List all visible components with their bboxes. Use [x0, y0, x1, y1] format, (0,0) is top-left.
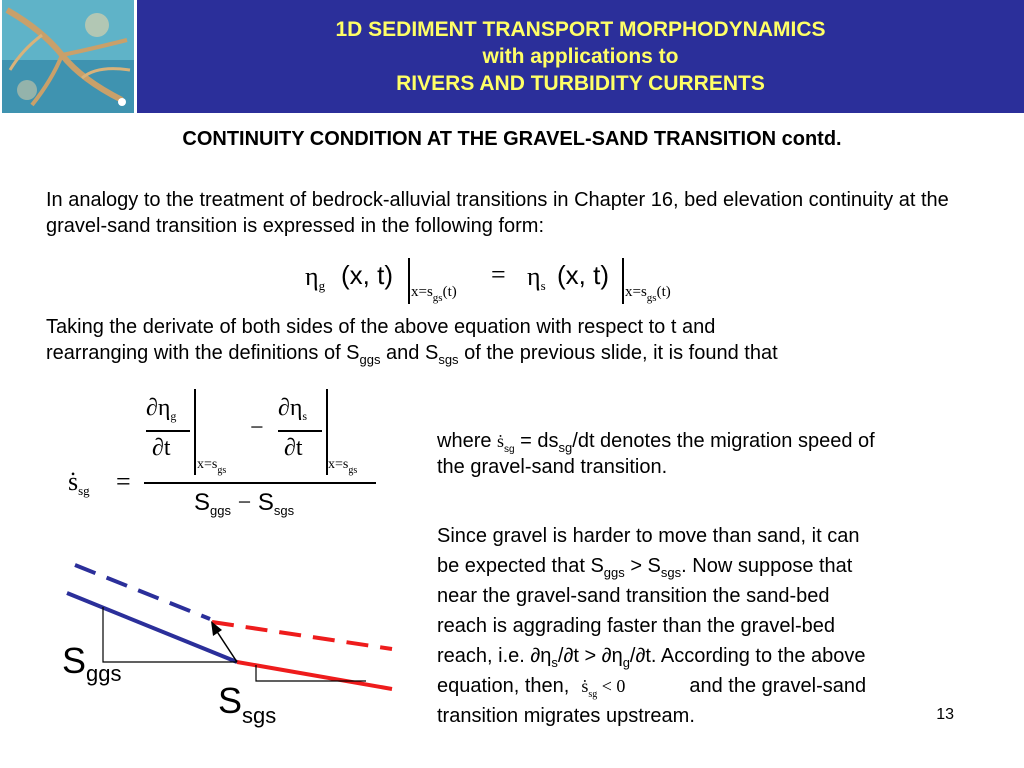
page-number: 13 — [936, 706, 954, 723]
since-line-1: Since gravel is harder to move than sand, it can — [437, 525, 860, 547]
since-line-2: be expected that $S_{ggs} > S_{sgs}$. Now suppose that — [437, 555, 853, 580]
gravel-bed-dashed-line — [75, 565, 210, 619]
derivation-line-1: Taking the derivate of both sides of the above equation with respect to t and — [46, 316, 716, 338]
slide-subtitle: CONTINUITY CONDITION AT THE GRAVEL-SAND TRANSITION contd. — [182, 128, 842, 150]
river-delta-logo — [2, 0, 134, 113]
eq1-eta-s: $\eta_s$ — [527, 262, 546, 293]
since-line-5: reach, i.e. $\partial\eta_s/\partial t > \partial\eta_g/\partial t$. According to the above — [437, 645, 866, 670]
header — [0, 0, 1024, 113]
eq2-num-deta-g: $\partial\eta_g$ — [146, 395, 177, 423]
eq1-eval-bar-2 — [622, 258, 624, 304]
eq1-xt-1: (x, t) — [341, 260, 393, 290]
eq1-xt-2: (x, t) — [557, 260, 609, 290]
derivation-line-2: rearranging with the definitions of $S_{ggs}$ and $S_{sgs}$ of the previous slide, it is found that — [46, 342, 778, 367]
where-line-2: the gravel-sand transition. — [437, 456, 668, 478]
eq2-denominator: $S_{ggs} - S_{sgs}$ — [194, 489, 295, 518]
eq2-main-fraction-line — [144, 482, 376, 484]
eq1-eta-g: $\eta_g$ — [305, 262, 326, 293]
eq2-equals: = — [116, 467, 131, 496]
eq2-eval-2: $x=s_{gs}$ — [328, 457, 358, 476]
banner-title-line-1: 1D SEDIMENT TRANSPORT MORPHODYNAMICS — [335, 18, 826, 41]
eq2-den-dt-1: ∂t — [152, 435, 171, 461]
eq2-eval-bar-1 — [194, 389, 196, 475]
since-paragraph — [437, 521, 1017, 731]
derivation-paragraph — [46, 314, 996, 366]
since-line-7: transition migrates upstream. — [437, 705, 695, 727]
eq1-equals: = — [491, 260, 506, 289]
sand-bed-dashed-line — [212, 622, 392, 649]
banner-title-line-3: RIVERS AND TURBIDITY CURRENTS — [396, 72, 765, 95]
label-s-sgs: $S_{sgs}$ — [218, 680, 277, 728]
eq2-minus: − — [250, 415, 264, 441]
equation-migration-speed — [60, 385, 390, 535]
title-banner — [137, 0, 1024, 113]
label-s-ggs: $S_{ggs}$ — [62, 640, 122, 686]
banner-title-line-2: with applications to — [482, 45, 679, 68]
eq2-eval-1: $x=s_{gs}$ — [197, 457, 227, 476]
equation-continuity — [305, 258, 735, 306]
since-line-3: near the gravel-sand transition the sand-bed — [437, 585, 830, 607]
eq1-eval-1: $x=s_{gs}(t)$ — [411, 284, 457, 304]
since-line-6: equation, then, ṡ$_{sg}$ < 0 and the gravel-sand — [437, 675, 867, 700]
since-line-4: reach is aggrading faster than the gravel-bed — [437, 615, 836, 637]
where-line-1: where ṡ$_{sg}$ = $ds_{sg}/dt$ denotes the migration speed of — [437, 430, 875, 455]
eq1-eval-bar-1 — [408, 258, 410, 304]
eq2-den-dt-2: ∂t — [284, 435, 303, 461]
eq2-sdot-sg: ṡ$_{sg}$ — [68, 467, 90, 498]
where-paragraph — [437, 428, 1017, 480]
eq2-inner-fraction-line-1 — [146, 430, 190, 432]
eq1-eval-2: $x=s_{gs}(t)$ — [625, 284, 671, 304]
eq2-inner-fraction-line-2 — [278, 430, 322, 432]
eq2-num-deta-s: $\partial\eta_s$ — [278, 395, 308, 423]
intro-paragraph: In analogy to the treatment of bedrock-alluvial transitions in Chapter 16, bed elevation continuity at the gravel-sand transition is expressed in the following form: — [46, 189, 949, 237]
